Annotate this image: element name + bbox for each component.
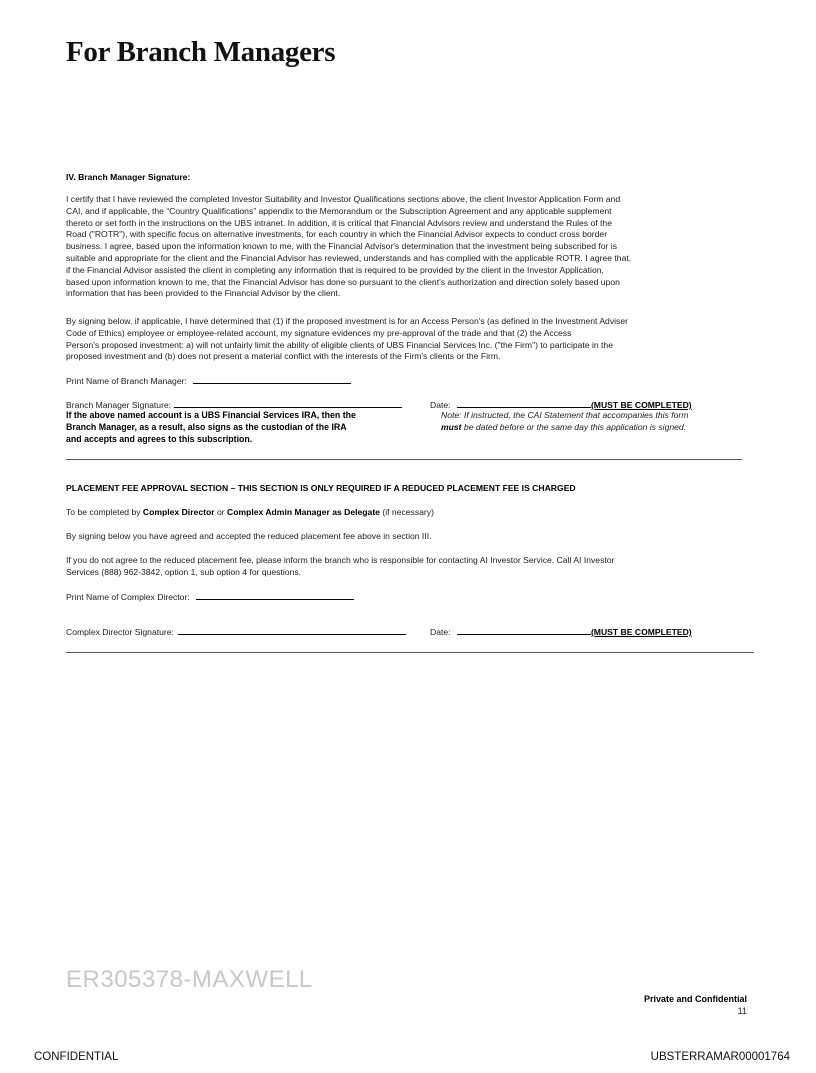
branch-manager-signature-field[interactable] bbox=[174, 399, 402, 408]
emphasis: must bbox=[441, 421, 462, 432]
page-title: For Branch Managers bbox=[66, 36, 336, 68]
text-line: By signing below, if applicable, I have determined that (1) if the proposed investment is for an Access Person's (as defined in the Investment Adviser bbox=[66, 316, 628, 326]
text: be dated before or the same day this application is signed. bbox=[461, 421, 687, 432]
cai-note bbox=[441, 410, 688, 434]
complex-director-name-row bbox=[66, 591, 354, 604]
complex-director-signature-field[interactable] bbox=[178, 626, 406, 635]
branch-manager-date-field[interactable] bbox=[457, 399, 591, 408]
text-line: Branch Manager, as a result, also signs as the custodian of the IRA bbox=[66, 421, 347, 432]
text: or bbox=[214, 507, 227, 517]
branch-manager-name-row bbox=[66, 375, 351, 388]
certification-paragraph bbox=[66, 194, 631, 300]
text: Complex Admin Manager as Delegate bbox=[226, 507, 380, 517]
disagree-paragraph bbox=[66, 555, 614, 579]
watermark: ER305378-MAXWELL bbox=[66, 966, 313, 993]
text-line: CAI, and if applicable, the “Country Qualifications” appendix to the Memorandum or the Subscription Agreement and any applicable supplement bbox=[66, 205, 612, 216]
text-line: If the above named account is a UBS Financial Services IRA, then the bbox=[66, 410, 356, 420]
field-label: Date: bbox=[430, 400, 451, 410]
field-label: Print Name of Branch Manager: bbox=[66, 376, 187, 386]
private-confidential: Private and Confidential bbox=[643, 994, 747, 1004]
text-line: proposed investment and (b) does not present a material conflict with the interests of the Firm's clients or the Firm. bbox=[66, 351, 501, 362]
complex-director-signature-row bbox=[66, 626, 406, 639]
field-label: Complex Director Signature: bbox=[66, 627, 174, 637]
divider bbox=[66, 652, 754, 653]
text-line: if the Financial Advisor assisted the client in completing any information that is required to be provided by the client in the Investor Application, bbox=[66, 264, 604, 275]
text-line: business. I agree, based upon the information known to me, with the Financial Advisor's determination that the investment being subscribed for is bbox=[66, 241, 617, 252]
text: Complex Director bbox=[142, 507, 215, 517]
text-line: Road ("ROTR"), with specific focus on alternative investments, for each country in which the Financial Advisor expects to conduct cross border bbox=[66, 229, 608, 240]
branch-manager-name-field[interactable] bbox=[193, 375, 351, 384]
complex-director-date-field[interactable] bbox=[457, 626, 591, 635]
text-line: based upon information known to me, that the Financial Advisor has done so pursuant to the client's authorization and direction solely based upon bbox=[66, 276, 620, 287]
must-complete-label: (MUST BE COMPLETED) bbox=[590, 400, 692, 410]
must-complete-label: (MUST BE COMPLETED) bbox=[590, 627, 692, 637]
access-person-paragraph bbox=[66, 316, 628, 363]
field-label: Print Name of Complex Director: bbox=[66, 592, 190, 602]
placement-fee-heading: PLACEMENT FEE APPROVAL SECTION – THIS SECTION IS ONLY REQUIRED IF A REDUCED PLACEMENT FEE IS CHARGED bbox=[66, 483, 576, 493]
field-label: Date: bbox=[430, 627, 451, 637]
section-heading: IV. Branch Manager Signature: bbox=[66, 172, 191, 182]
divider bbox=[66, 459, 742, 460]
text-line: Note: If instructed, the CAI Statement that accompanies this form bbox=[441, 410, 689, 420]
agreement-line: By signing below you have agreed and accepted the reduced placement fee above in section III. bbox=[66, 531, 432, 541]
text-line: Services (888) 962-3842, option 1, sub option 4 for questions. bbox=[66, 566, 302, 577]
text-line: information that has been provided to the Financial Advisor by the client. bbox=[66, 288, 341, 299]
page-number: 11 bbox=[737, 1006, 747, 1016]
text-line: and accepts and agrees to this subscription. bbox=[66, 433, 253, 444]
text-line: Person's proposed investment: a) will not unfairly limit the ability of eligible clients of UBS Financial Services Inc. ("the Firm") to participate in the bbox=[66, 339, 613, 350]
complex-director-date-row bbox=[430, 626, 692, 639]
text-line: Code of Ethics) employee or employee-related account, my signature evidences my pre-approval of the trade and that (2) the Access bbox=[66, 327, 572, 338]
to-be-completed-line bbox=[66, 507, 434, 519]
text-line: thereto or set forth in the instructions on the UBS intranet. In addition, it is critical that Financial Advisors review and understand the Rules of the bbox=[66, 217, 612, 228]
text-line: suitable and appropriate for the client and the Financial Advisor has reviewed, understands and has complied with the applicable ROTR. I agree that, bbox=[66, 252, 632, 263]
text-line: If you do not agree to the reduced placement fee, please inform the branch who is responsible for contacting AI Investor Service. Call AI Investor bbox=[66, 555, 615, 565]
text: To be completed by bbox=[66, 507, 143, 517]
ira-note bbox=[66, 410, 356, 445]
complex-director-name-field[interactable] bbox=[196, 591, 354, 600]
text: (if necessary) bbox=[379, 507, 434, 517]
field-label: Branch Manager Signature: bbox=[66, 400, 172, 410]
confidential-footer: CONFIDENTIAL bbox=[34, 1051, 119, 1063]
text-line: I certify that I have reviewed the completed Investor Suitability and Investor Qualifications sections above, the client Investor Application Form and bbox=[66, 194, 621, 204]
bates-number: UBSTERRAMAR00001764 bbox=[650, 1051, 790, 1063]
